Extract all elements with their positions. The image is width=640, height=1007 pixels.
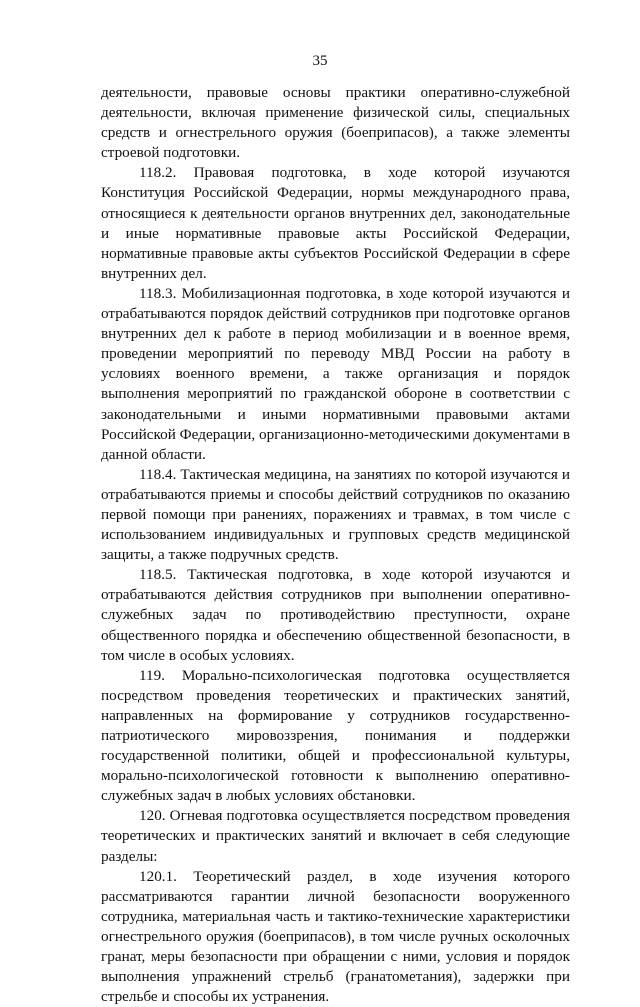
page-number: 35 [312, 53, 328, 69]
paragraph-119-moral-psychological-training: 119. Морально-психологическая подготовка осуществляется посредством проведения теоретических и практических занятий, направленных на формирование у сотрудников государственно-патриотического мировоззрения, понимания и поддержки государственной политики, общей и профессиональной культуры, морально-психологической готовности к выполнению оперативно-служебных задач в любых условиях обстановки. [101, 666, 570, 805]
document-body [101, 83, 570, 1007]
paragraph-118-4-tactical-medicine: 118.4. Тактическая медицина, на занятиях по которой изучаются и отрабатываются приемы и способы действий сотрудников по оказанию первой помощи при ранениях, поражениях и травмах, в том числе с использованием индивидуальных и групповых средств медицинской защиты, а также подручных средств. [101, 465, 570, 564]
paragraph-120-fire-training: 120. Огневая подготовка осуществляется посредством проведения теоретических и практических занятий и включает в себя следующие разделы: [101, 807, 570, 865]
paragraph-continuation: деятельности, правовые основы практики оперативно-служебной деятельности, включая применение физической силы, специальных средств и огнестрельного оружия (боеприпасов), а также элементы строевой подготовки. [101, 84, 570, 162]
paragraph-118-5-tactical-training: 118.5. Тактическая подготовка, в ходе которой изучаются и отрабатываются действия сотрудников при выполнении оперативно-служебных задач по противодействию преступности, охране общественного порядка и обеспечению общественной безопасности, в том числе в особых условиях. [101, 566, 570, 664]
paragraph-120-1-theoretical-section: 120.1. Теоретический раздел, в ходе изучения которого рассматриваются гарантии личной безопасности вооруженного сотрудника, материальная часть и тактико-технические характеристики огнестрельного оружия (боеприпасов), в том числе ручных осколочных гранат, меры безопасности при обращении с ними, условия и порядок выполнения упражнений стрельб (гранатометания), задержки при стрельбе и способы их устранения. [101, 867, 570, 1006]
paragraph-118-3-mobilization-training: 118.3. Мобилизационная подготовка, в ходе которой изучаются и отрабатываются порядок действий сотрудников при подготовке органов внутренних дел к работе в период мобилизации и в военное время, проведении мероприятий по переводу МВД России на работу в условиях военного времени, а также организация и порядок выполнения мероприятий по гражданской обороне в соответствии с законодательными и иными нормативными правовыми актами Российской Федерации, организационно-методическими документами в данной области. [101, 284, 570, 463]
paragraph-118-2-legal-training: 118.2. Правовая подготовка, в ходе которой изучаются Конституция Российской Федерации, нормы международного права, относящиеся к деятельности органов внутренних дел, законодательные и иные нормативные правовые акты Российской Федерации, нормативные правовые акты субъектов Российской Федерации в сфере внутренних дел. [101, 164, 570, 282]
